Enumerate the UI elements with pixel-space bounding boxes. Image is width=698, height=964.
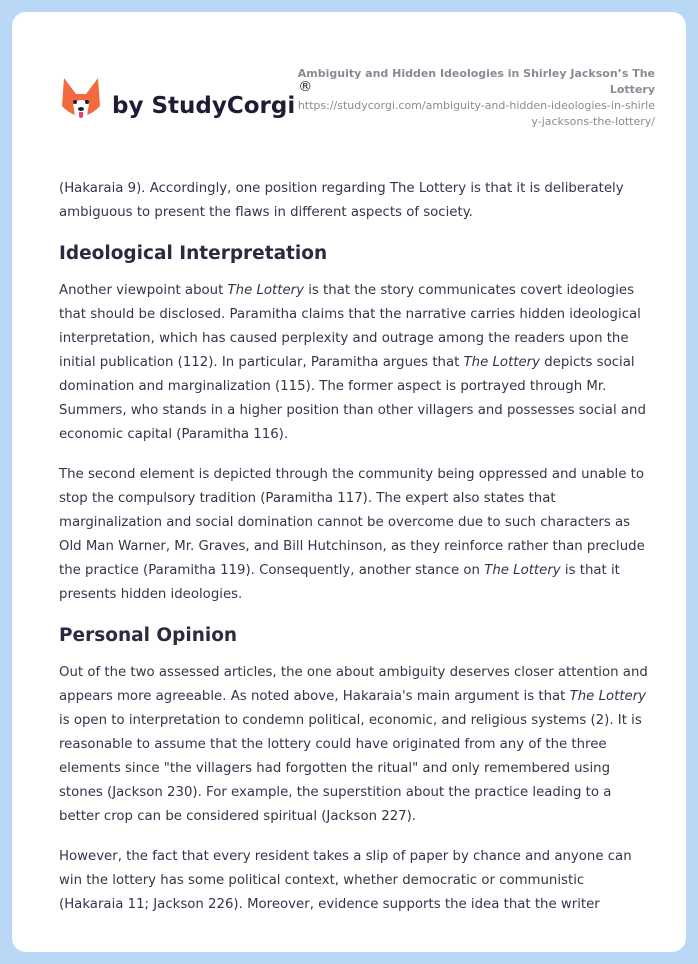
text: is that the story communicates covert ideologies that should be disclosed. Paramitha claims that the narrative carries hidden ideological interpretation, which has caused perplexity and outrage among the readers upon the initial publication (112). In particular, Paramitha argues that (59, 283, 641, 370)
paragraph (59, 463, 649, 607)
text: is that it presents hidden ideologies. (59, 563, 620, 602)
paragraph: However, the fact that every resident takes a slip of paper by chance and anyone can win the lottery has some political context, whether democratic or communistic (Hakaraia 11; Jackson 226). Moreover, evidence supports the idea that the writer (59, 849, 632, 912)
text: Another viewpoint about (59, 283, 228, 298)
registered-mark: ® (298, 79, 313, 95)
article-body (59, 177, 649, 933)
paragraph (59, 279, 649, 447)
studycorgi-logo[interactable] (60, 76, 312, 122)
page-card (12, 12, 686, 952)
title-italic: The Lottery (569, 689, 647, 704)
brand-name: by StudyCorgi (112, 93, 296, 119)
section-heading: Personal Opinion (59, 625, 238, 646)
document-url[interactable]: https://studycorgi.com/ambiguity-and-hidden-ideologies-in-shirley-jacksons-the-lottery/ (297, 99, 655, 128)
paragraph (59, 661, 649, 829)
title-italic: The Lottery (463, 355, 541, 370)
section-heading: Ideological Interpretation (59, 243, 328, 264)
text: depicts social domination and marginalization (115). The former aspect is portrayed through Mr. Summers, who stands in a higher position than other villagers and possesses social and economic capital (Paramitha 116). (59, 355, 646, 442)
text: is open to interpretation to condemn political, economic, and religious systems (2). It is reasonable to assume that the lottery could have originated from any of the three elements since "the villagers had forgotten the ritual" and only remembered using stones (Jackson 230). For example, the superstition about the practice leading to a better crop can be considered spiritual (Jackson 227). (59, 713, 642, 824)
title-italic: The Lottery (227, 283, 304, 298)
text: The second element is depicted through the community being oppressed and unable to stop the compulsory tradition (Paramitha 117). The expert also states that marginalization and social domination cannot be overcome due to such characters as Old Man Warner, Mr. Graves, and Bill Hutchinson, as they reinforce rather than preclude the practice (Paramitha 119). Consequently, another stance on (59, 467, 645, 578)
text: Out of the two assessed articles, the one about ambiguity deserves closer attention and appears more agreeable. As noted above, Hakaraia's main argument is that (59, 665, 648, 704)
document-title: Ambiguity and Hidden Ideologies in Shirley Jackson’s The Lottery (297, 67, 655, 96)
paragraph: (Hakaraia 9). Accordingly, one position regarding The Lottery is that it is deliberately ambiguous to present the flaws in different aspects of society. (59, 181, 624, 220)
corgi-icon (60, 76, 102, 122)
document-meta (295, 66, 655, 130)
title-italic: The Lottery (484, 563, 561, 578)
